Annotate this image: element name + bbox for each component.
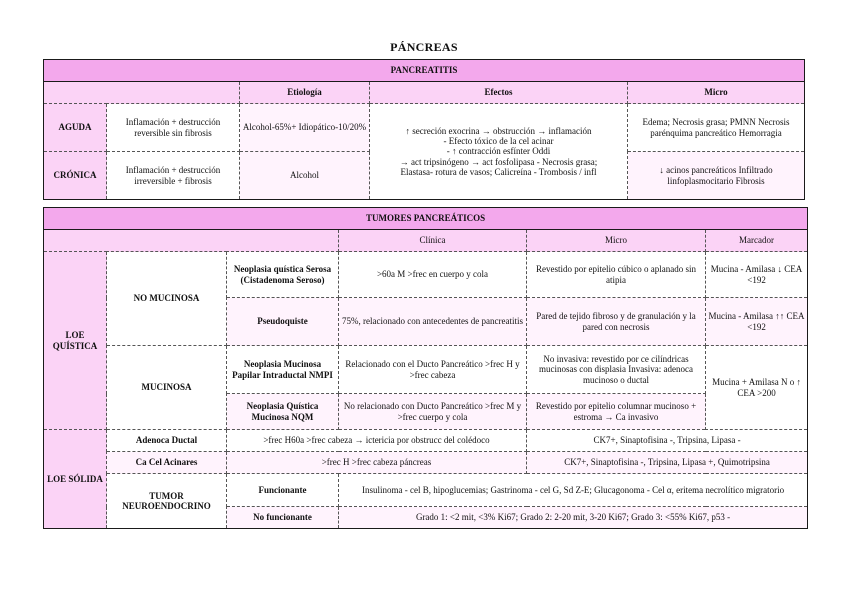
tumores-band: TUMORES PANCREÁTICOS xyxy=(44,208,808,230)
aguda-micro: Edema; Necrosis grasa; PMNN Necrosis parénquima pancreático Hemorragia xyxy=(628,104,805,152)
aguda-description: Inflamación + destrucción reversible sin fibrosis xyxy=(107,104,240,152)
tumores-table xyxy=(43,207,808,529)
adenoca-clinica: >frec H60a >frec cabeza → ictericia por obstrucc del colédoco xyxy=(227,430,527,452)
pancreatitis-table xyxy=(43,59,805,200)
tumor-name-adenoca: Adenoca Ductal xyxy=(107,430,227,452)
no-funcionante-label: No funcionante xyxy=(227,507,339,529)
group-label-mucinosa: MUCINOSA xyxy=(107,346,227,430)
page-title: PÁNCREAS xyxy=(390,40,458,54)
adenoca-micro: CK7+, Sinaptofisina -, Tripsina, Lipasa - xyxy=(527,430,808,452)
aguda-etiologia: Alcohol-65%+ Idiopático-10/20% xyxy=(240,104,370,152)
tumor-name: Neoplasia quística Serosa (Cistadenoma Seroso) xyxy=(227,252,339,298)
pancreatitis-band: PANCREATITIS xyxy=(44,60,805,82)
efectos-cell xyxy=(370,104,628,200)
tumor-name: Pseudoquiste xyxy=(227,298,339,346)
cronica-micro: ↓ acinos pancreáticos Infiltrado linfoplasmocitario Fibrosis xyxy=(628,152,805,200)
header-marcador: Marcador xyxy=(706,230,808,252)
efectos-line: Elastasa- rotura de vasos; Calicreína - Trombosis / infl xyxy=(400,166,597,177)
cronica-description: Inflamación + destrucción irreversible + fibrosis xyxy=(107,152,240,200)
header-clinica: Clínica xyxy=(339,230,527,252)
acinares-clinica: >frec H >frec cabeza páncreas xyxy=(227,452,527,474)
header-efectos: Efectos xyxy=(370,82,628,104)
no-funcionante-text: Grado 1: <2 mit, <3% Ki67; Grado 2: 2-20 mit, 3-20 Ki67; Grado 3: <55% Ki67, p53 - xyxy=(339,507,808,529)
efectos-line: - ↑ contracción esfínter Oddi xyxy=(446,146,551,157)
tumor-clinica: >60a M >frec en cuerpo y cola xyxy=(339,252,527,298)
row-label-cronica: CRÓNICA xyxy=(44,152,107,200)
tumor-clinica: 75%, relacionado con antecedentes de pancreatitis xyxy=(339,298,527,346)
cronica-etiologia: Alcohol xyxy=(240,152,370,200)
row-label-aguda: AGUDA xyxy=(44,104,107,152)
tumor-micro: Pared de tejido fibroso y de granulación y la pared con necrosis xyxy=(527,298,706,346)
tumor-clinica: No relacionado con Ducto Pancreático >frec M y >frec cuerpo y cola xyxy=(339,394,527,430)
row-label-loe-quistica: LOE QUÍSTICA xyxy=(44,252,107,430)
tumores-header-blank xyxy=(44,230,339,252)
tumor-name-acinares: Ca Cel Acinares xyxy=(107,452,227,474)
row-label-loe-solida: LOE SÓLIDA xyxy=(44,430,107,529)
tumor-name: Neoplasia Quística Mucinosa NQM xyxy=(227,394,339,430)
tumor-name: Neoplasia Mucinosa Papilar Intraductal NMPI xyxy=(227,346,339,394)
header-micro: Micro xyxy=(628,82,805,104)
header-micro: Micro xyxy=(527,230,706,252)
mucinosa-marcador: Mucina + Amilasa N o ↑ CEA >200 xyxy=(706,346,808,430)
pancreatitis-header-blank xyxy=(44,82,240,104)
acinares-micro: CK7+, Sinaptofisina -, Tripsina, Lipasa +, Quimotripsina xyxy=(527,452,808,474)
header-etiologia: Etiología xyxy=(240,82,370,104)
efectos-line: → act tripsinógeno → act fosfolipasa - Necrosis grasa; xyxy=(399,156,598,167)
tumor-clinica: Relacionado con el Ducto Pancreático >frec H y >frec cabeza xyxy=(339,346,527,394)
tumor-marcador: Mucina - Amilasa ↑↑ CEA <192 xyxy=(706,298,808,346)
group-label-no-mucinosa: NO MUCINOSA xyxy=(107,252,227,346)
funcionante-text: Insulinoma - cel B, hipoglucemias; Gastrinoma - cel G, Sd Z-E; Glucagonoma - Cel α, eritema necrolítico migratorio xyxy=(339,474,808,507)
efectos-line: - Efecto tóxico de la cel acinar xyxy=(443,136,554,147)
tumor-marcador: Mucina - Amilasa ↓ CEA <192 xyxy=(706,252,808,298)
tumor-micro: Revestido por epitelio columnar mucinoso + estroma → Ca invasivo xyxy=(527,394,706,430)
tumor-micro: No invasiva: revestido por ce cilíndricas mucinosas con displasia Invasiva: adenoca mucinoso o ductal xyxy=(527,346,706,394)
funcionante-label: Funcionante xyxy=(227,474,339,507)
tumor-micro: Revestido por epitelio cúbico o aplanado sin atipia xyxy=(527,252,706,298)
tumor-name-neuroendocrino: TUMOR NEUROENDOCRINO xyxy=(107,474,227,529)
efectos-line: ↑ secreción exocrina → obstrucción → inflamación xyxy=(405,126,592,137)
